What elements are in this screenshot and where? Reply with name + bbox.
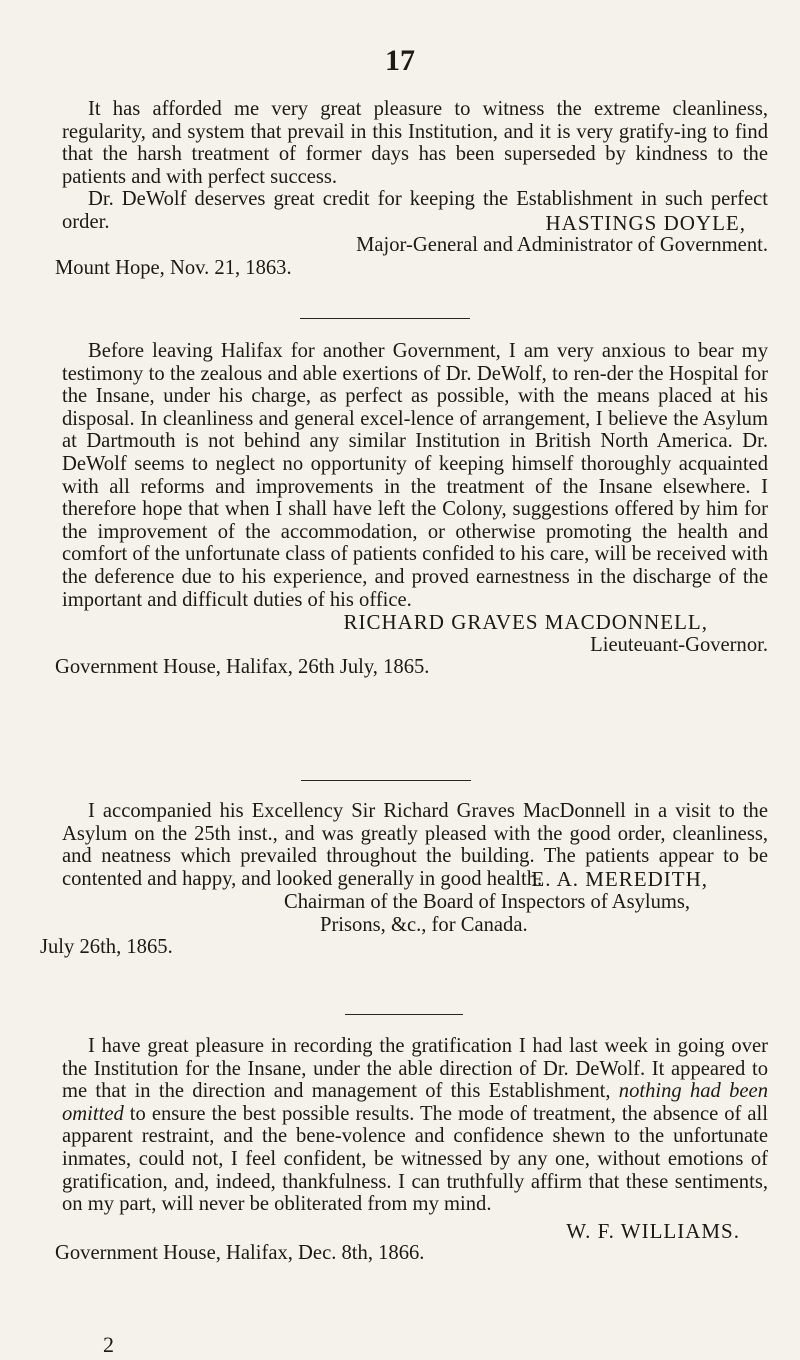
signature: E. A. MEREDITH, xyxy=(531,867,708,892)
separator-rule xyxy=(345,1014,463,1015)
dateline: Government House, Halifax, 26th July, 1865. xyxy=(55,656,430,679)
separator-rule xyxy=(300,318,470,319)
signatory-title: Major-General and Administrator of Government. xyxy=(356,234,768,257)
separator-rule xyxy=(301,780,471,781)
signature-mark: 2 xyxy=(103,1332,114,1357)
paragraph: Dr. DeWolf deserves great credit for keeping the Establishment in such perfect order. xyxy=(62,188,768,233)
signatory-title: Lieuteuant-Governor. xyxy=(590,633,768,656)
testimonial-meredith xyxy=(40,800,768,959)
signature: HASTINGS DOYLE, xyxy=(545,210,746,235)
signature: RICHARD GRAVES MACDONNELL, xyxy=(343,610,708,635)
dateline: Government House, Halifax, Dec. 8th, 1866. xyxy=(55,1242,425,1265)
paragraph: It has afforded me very great pleasure to witness the extreme cleanliness, regularity, and system that prevail in this Institution, and it is very gratify-ing to find that the harsh treatment of former days has been superseded by kindness to the patients and with perfect success. xyxy=(62,98,768,188)
signatory-title-cont: Prisons, &c., for Canada. xyxy=(320,913,528,936)
signature: W. F. WILLIAMS. xyxy=(566,1218,740,1243)
signatory-title: Chairman of the Board of Inspectors of Asylums, xyxy=(284,890,691,913)
dateline: Mount Hope, Nov. 21, 1863. xyxy=(55,256,292,279)
testimonial-doyle xyxy=(55,98,768,279)
paragraph: I have great pleasure in recording the gratification I had last week in going over the Institution for the Insane, under the able direction of Dr. DeWolf. It appeared to me that in the direction and management of this Establishment, nothing had been omitted to ensure the best possible results. The mode of treatment, the absence of all apparent restraint, and the bene-volence and confidence shewn to the unfortunate inmates, could not, I feel confident, be witnessed by any one, without emotions of gratification, and, indeed, thankfulness. I can truthfully affirm that these sentiments, on my part, will never be obliterated from my mind. xyxy=(62,1035,768,1216)
emphasis: nothing had been omitted xyxy=(62,1080,768,1125)
paragraph: I accompanied his Excellency Sir Richard Graves MacDonnell in a visit to the Asylum on the 25th inst., and was greatly pleased with the good order, cleanliness, and neatness which prevailed throughout the building. The patients appear to be contented and happy, and looked generally in good health. xyxy=(62,800,768,890)
testimonial-macdonnell xyxy=(55,340,768,679)
testimonial-williams xyxy=(55,1035,768,1265)
dateline: July 26th, 1865. xyxy=(40,936,173,959)
paragraph: Before leaving Halifax for another Government, I am very anxious to bear my testimony to the zealous and able exertions of Dr. DeWolf, to ren-der the Hospital for the Insane, under his charge, as perfect as possible, with the means placed at his disposal. In cleanliness and general excel-lence of arrangement, I believe the Asylum at Dartmouth is not behind any similar Institution in British North America. Dr. DeWolf seems to neglect no opportunity of keeping himself thoroughly acquainted with all reforms and improvements in the treatment of the Insane elsewhere. I therefore hope that when I shall have left the Colony, suggestions offered by him for the improvement of the accommodation, or otherwise promoting the health and comfort of the unfortunate class of patients confided to his care, will be received with the deference due to his experience, and proved earnestness in the discharge of the important and difficult duties of his office. xyxy=(62,340,768,611)
page-number: 17 xyxy=(385,44,415,77)
